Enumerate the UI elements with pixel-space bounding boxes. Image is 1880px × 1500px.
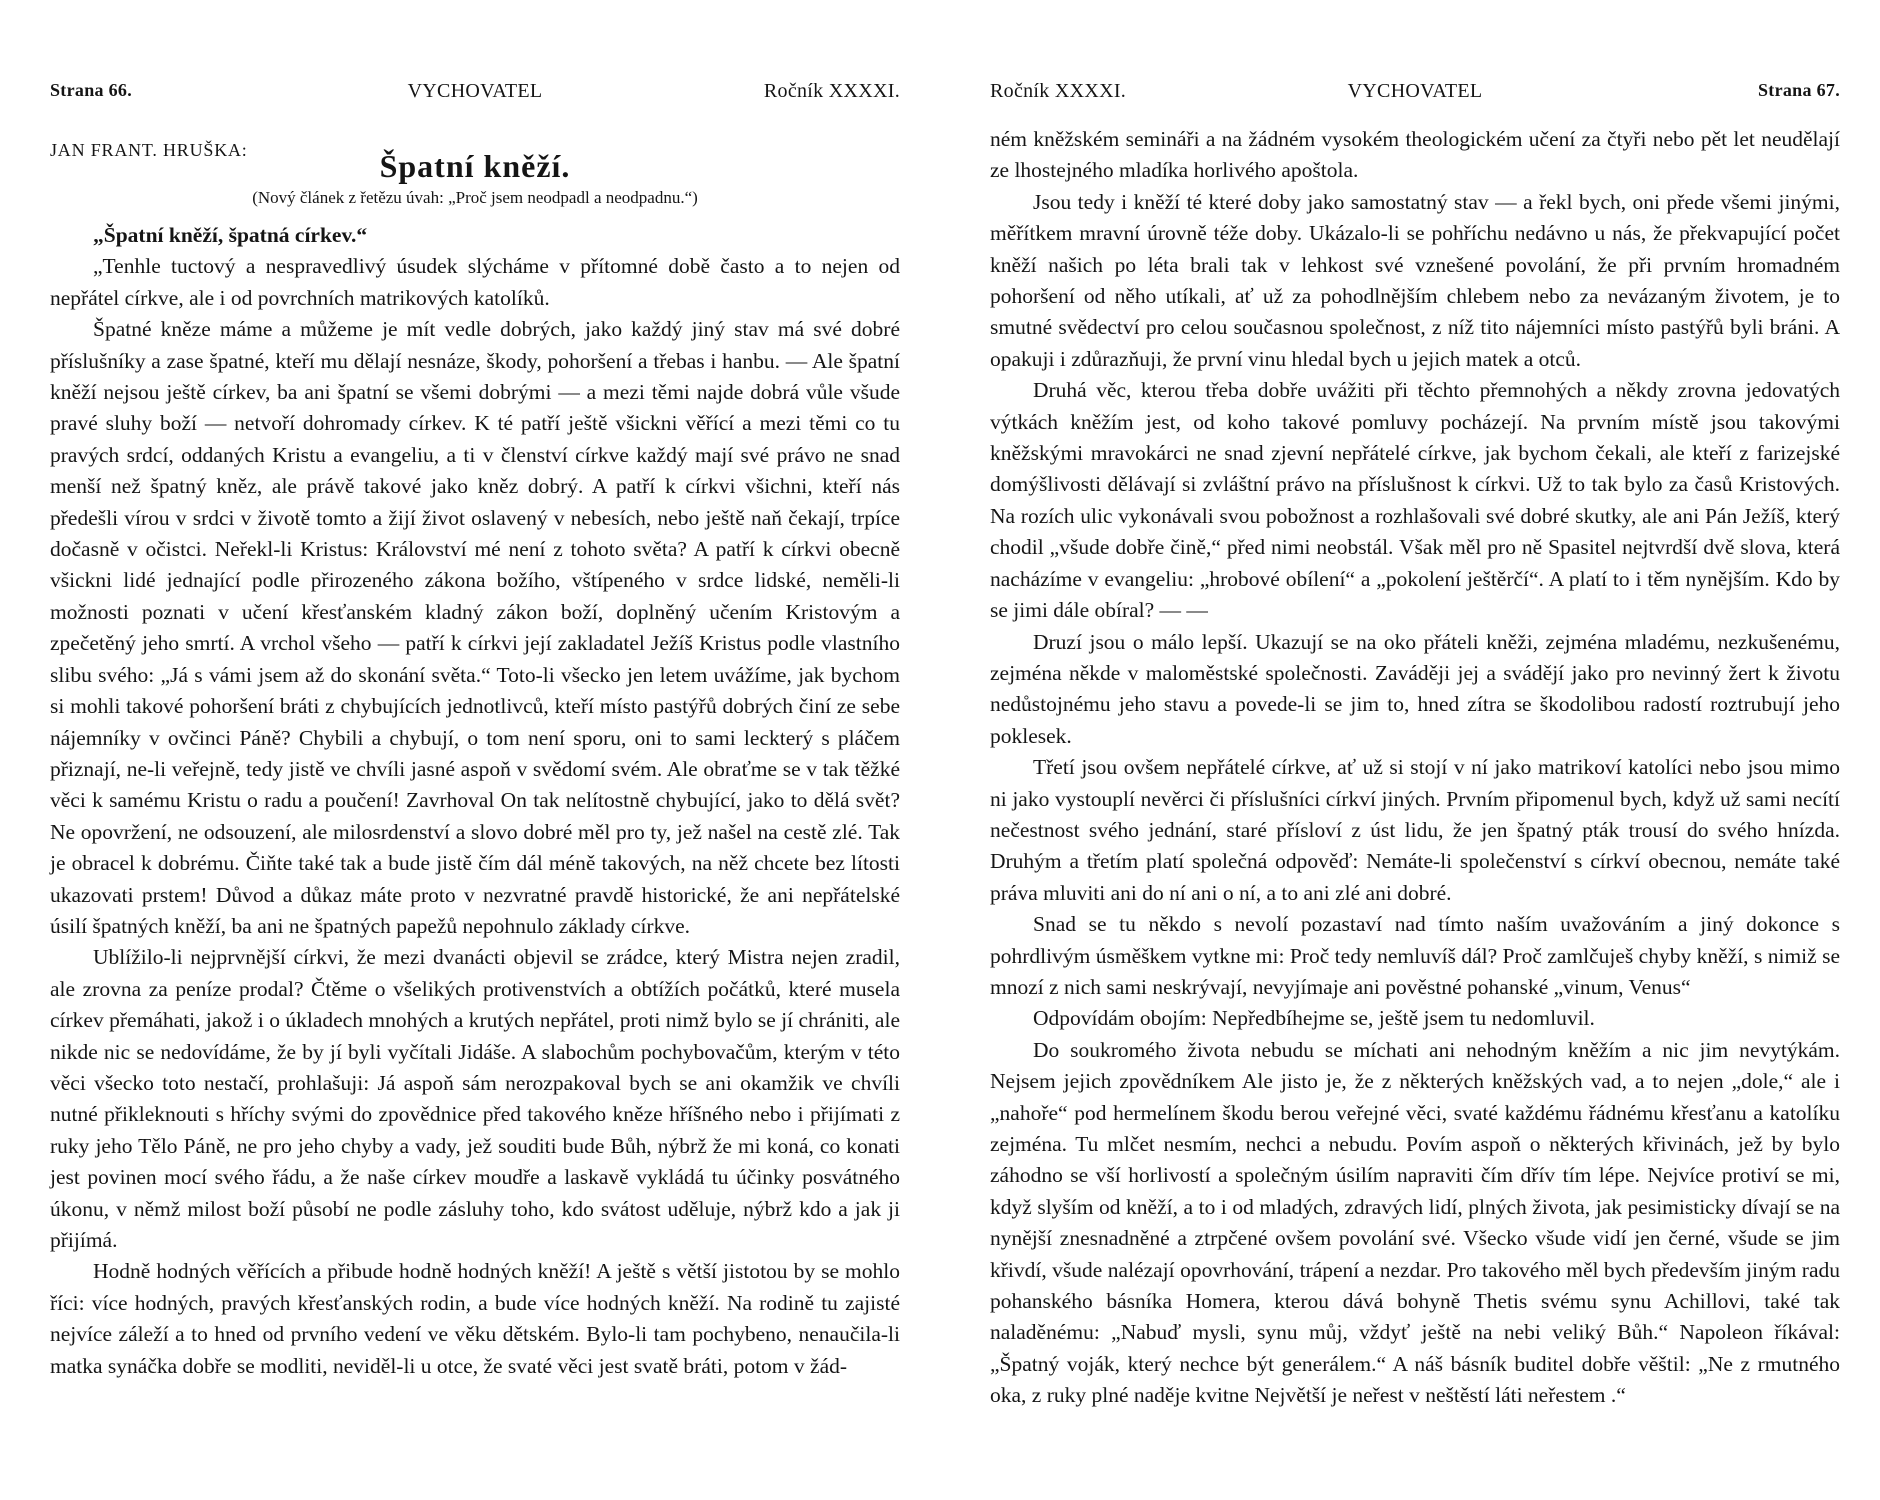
left-journal-title: VYCHOVATEL [407,80,543,102]
right-journal-title: VYCHOVATEL [1347,80,1483,102]
right-volume-label: Ročník XXXXI. [990,80,1127,102]
paragraph: „Tenhle tuctový a nespravedlivý úsudek slýcháme v přítomné době často a to nejen od nepřátel církve, ale i od povrchních matrikových katolíků. [50,254,900,310]
left-body-text [50,220,900,1382]
right-body-text [990,124,1840,1412]
paragraph: „Špatní kněží, špatná církev.“ [93,223,368,247]
paragraph: Jsou tedy i kněží té které doby jako samostatný stav — a řekl bych, oni přede všemi jinými, měřítkem mravní úrovně téže doby. Ukázalo-li se pohříchu nedávno u nás, že překvapující počet kněží našich po léta brali tak v lehkost své vznešené povolání, že při prvním hromadném pohoršení od něho utíkali, ať už za pohodlnějším chlebem nebo za nevázaným životem, je to smutné svědectví pro celou současnou společnost, z níž tito nájemníci místo pastýřů byli bráni. A opakuji i zdůrazňuji, že první vinu hledal bych u jejich matek a otců. [990,189,1840,371]
article-title: Špatní kněží. [379,148,571,184]
article-author: JAN FRANT. HRUŠKA: [50,140,248,160]
left-page [50,80,900,1480]
paragraph: Do soukromého života nebudu se míchati ani nehodným kněžím a nic jim nevytýkám. Nejsem jejich zpovědníkem Ale jisto je, že z některých kněžských vad, a to nejen „dole,“ ale i „nahoře“ pod hermelínem škodu berou veřejné věci, svaté každému řádnému křesťanu a katolíku zejména. Tu mlčet nesmím, nechci a nebudu. Povím aspoň o některých křivinách, jež by bylo záhodno se vší horlivostí a společným úsilím napraviti čím dřív tím lépe. Nejvíce protiví se mi, když slyším od kněží, a to i od mladých, zdravých lidí, plných života, jak pesimisticky dívají se na nynější znesnadněné a ztrpčené ovšem povolání své. Všecko všude vidí jen černé, všude se jim křivdí, všude nalézají opovrhování, trápení a nezdar. Pro takového měl bych především jiným radu pohanského básníka Homera, kterou dává bohyně Thetis svému synu Achillovi, také tak naladěnému: „Nabuď mysli, synu můj, vždyť ještě na nebi veliký Bůh.“ Napoleon říkával: „Špatný voják, který nechce být generálem.“ A náš básník buditel dobře věštil: „Ne z rmutného oka, z ruky plné naděje kvitne Největší je neřest v neštěstí láti neřestem .“ [990,1037,1840,1408]
right-page-number: Strana 67. [1757,80,1840,100]
paragraph: Hodně hodných věřících a přibude hodně hodných kněží! A ještě s větší jistotou by se mohlo říci: více hodných, pravých křesťanských rodin, a bude více hodných kněží. Na rodině tu zajisté nejvíce záleží a to hned od prvního vedení ve věku dětském. Bylo-li tam pochybeno, nenaučila-li matka synáčka dobře se modliti, neviděl-li u otce, že svaté věci jest svatě bráti, potom v žád- [50,1259,900,1378]
paragraph: Druhá věc, kterou třeba dobře uvážiti při těchto přemnohých a někdy zrovna jedovatých výtkách kněžím jest, od koho takové pomluvy pocházejí. Na prvním místě jsou takovými kněžskými mravokárci ne snad zjevní nepřátelé církve, jak bychom čekali, ale kteří z farizejské domýšlivosti dělávají si zvláštní právo na příslušnost k církvi. Už to tak bylo za časů Kristových. Na rozích ulic vykonávali svou pobožnost a rozhlašovali své dobré skutky, ale ani Pán Ježíš, který chodil „všude dobře čině,“ před nimi neobstál. Však měl pro ně Spasitel nejtvrdší dvě slova, která nacházíme v evangeliu: „hrobové obílení“ a „pokolení ještěrčí“. A platí to i těm nynějším. Kdo by se jimi dále obíral? — — [990,378,1840,623]
left-running-head [50,80,900,114]
paragraph: ném kněžském semináři a na žádném vysokém theologickém učení za čtyři nebo pět let neudělají ze lhostejného mladíka horlivého apoštola. [990,127,1840,183]
paragraph: Snad se tu někdo s nevolí pozastaví nad tímto naším uvažováním a jiný dokonce s pohrdlivým úsměškem vytkne mi: Proč tedy nemluvíš dál? Proč zamlčuješ chyby kněží, s nimiž se mnozí z nich sami neskrývají, nevyjímaje ani pověstné pohanské „vinum, Venus“ [990,912,1840,999]
paragraph: Druzí jsou o málo lepší. Ukazují se na oko přáteli kněži, zejména mladému, nezkušenému, zejména někde v maloměstské společnosti. Zaváději jej a svádějí jako pro nevinný žert k životu nedůstojnému jeho stavu a povede-li se jim to, hned zítra se škodolibou radostí roztrubují jeho poklesek. [990,629,1840,748]
right-page [990,80,1840,1480]
right-running-head [990,80,1840,114]
paragraph: Špatné kněze máme a můžeme je mít vedle dobrých, jako každý jiný stav má své dobré příslušníky a zase špatné, kteří mu dělají nesnáze, škody, pohoršení a třebas i hanbu. — Ale špatní kněží nejsou ještě církev, ba ani špatní se všemi dobrými — a mezi těmi najde dobrá vůle všude pravé sluhy boží — netvoří dohromady církev. K té patří ještě všickni věřící a mezi těmi co tu pravých srdcí, oddaných Kristu a evangeliu, a ti v členství církve každý mají své právo ne snad menší než špatný kněz, ale právě takové jako kněz dobrý. A patří k církvi všichni, kteří nás předešli vírou v srdci v životě tomto a žijí život oslavený v nebesích, nebo ještě naň čekají, trpíce dočasně v očistci. Neřekl-li Kristus: Království mé není z tohoto světa? A patří k církvi obecně všickni lidé jednající podle přirozeného zákona božího, vštípeného v srdce lidské, neměli-li možnosti poznati v učení křesťanském kladný zákon boží, doplněný učením Kristovým a zpečetěný jeho smrtí. A vrchol všeho — patří k církvi její zakladatel Ježíš Kristus podle vlastního slibu svého: „Já s vámi jsem až do skonání světa.“ Toto-li všecko jen letem uvážíme, jak bychom si mohli takové pohoršení bráti z chybujících jednotlivců, kteří místo pastýřů dobrých činí ze sebe nájemníky v ovčinci Páně? Chybili a chybují, o tom není sporu, oni to sami leckterý s pláčem přiznají, ne-li veřejně, tedy jistě ve chvíli jasné aspoň v svědomí svém. Ale obraťme se v tak těžké věci k samému Kristu o radu a poučení! Zavrhoval On tak nelítostně chybující, jako to dělá svět? Ne opovržení, ne odsouzení, ale milosrdenství a slovo dobré měl pro ty, jež našel na cestě zlé. Tak je obracel k dobrému. Čiňte také tak a bude jistě čím dál méně takových, na něž chcete bez lítosti ukazovati prstem! Důvod a důkaz máte proto v nezvratné pravdě historické, že ani nepřátelské úsilí špatných kněží, ba ani ne špatných papežů nepohnulo základy církve. [50,317,900,938]
left-page-number: Strana 66. [50,80,133,100]
paragraph: Třetí jsou ovšem nepřátelé církve, ať už si stojí v ní jako matrikoví katolíci nebo jsou mimo ni jako vystouplí nevěrci či příslušníci církví jiných. Prvním připomenul bych, když už sami necítí nečestnost svého jednání, staré přísloví z úst lidu, že jen špatný pták trousí do svého hnízda. Druhým a třetím platí společná odpověď: Nemáte-li společenství s církví obecnou, nemáte také práva mluviti ani do ní ani o ní, a to ani zlé ani dobré. [990,755,1840,905]
left-volume-label: Ročník XXXXI. [763,80,900,102]
paragraph: Odpovídám obojím: Nepředbíhejme se, ještě jsem tu nedomluvil. [1033,1006,1595,1031]
paragraph: Ublížilo-li nejprvnější církvi, že mezi dvanácti objevil se zrádce, který Mistra nejen zradil, ale zrovna za peníze prodal? Čtěme o všelikých protivenstvích a obtížích počátků, které musela církev přemáhati, jakož i o úkladech mnohých a krutých nepřátel, proti nimž bylo se jí chrániti, ale nikde nic se nedovídáme, že by jí byli vyčítali Jidáše. A slabochům pochybovačům, kterým v této věci všecko toto nestačí, prohlašuji: Já aspoň sám nerozpakoval bych se ani okamžik ve chvíli nutné přikleknouti s hříchy svými do zpovědnice před takového kněze hříšného nebo i přijímati z ruky jeho Tělo Páně, ne pro jeho chyby a vady, jež souditi bude Bůh, nýbrž že mi koná, co konati jest povinen mocí svého řádu, a že naše církev moudře a laskavě vykládá tu účinky posvátného úkonu, v němž milost boží působí ne podle zásluhy toho, kdo svátost uděluje, nýbrž kdo a jak ji přijímá. [50,945,900,1252]
article-subtitle: (Nový článek z řetězu úvah: „Proč jsem neodpadl a neodpadnu.“) [252,188,698,207]
